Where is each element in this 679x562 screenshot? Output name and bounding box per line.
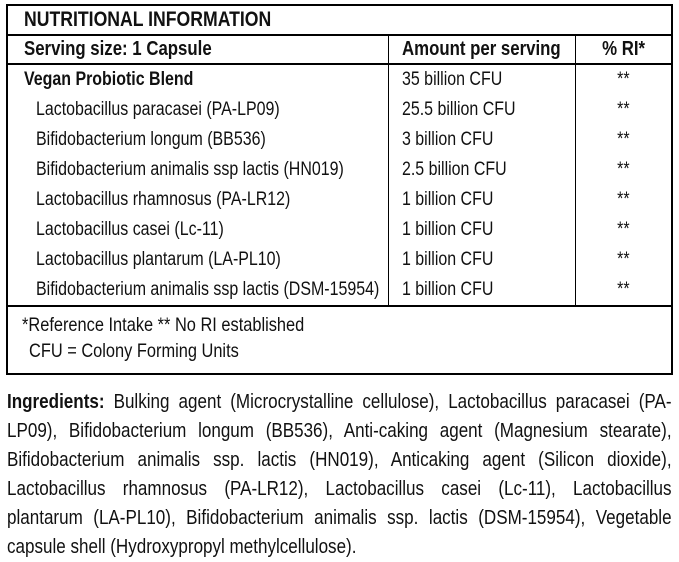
ingredient-name: Bifidobacterium longum (BB536)	[36, 129, 266, 150]
ingredients-label: Ingredients:	[7, 391, 105, 413]
table-row	[8, 65, 671, 95]
ri-cell	[575, 125, 671, 155]
table-header-row	[8, 36, 671, 65]
ri-header-cell	[575, 36, 671, 63]
amount-value: 2.5 billion CFU	[402, 159, 507, 180]
ri-cell	[575, 275, 671, 305]
ingredient-name: Lactobacillus casei (Lc-11)	[36, 219, 224, 240]
amount-header: Amount per serving	[402, 38, 561, 60]
ri-value: **	[617, 249, 630, 270]
ingredients-text: Bulking agent (Microcrystalline cellulose), Lactobacillus paracasei (PA-LP09), Bifidobacterium longum (BB536), Anti-caking agent (Magnesium stearate), Bifidobacterium animalis ssp. lactis (HN019), Anticaking agent (Silicon dioxide), Lactobacillus rhamnosus (PA-LR12), Lactobacillus casei (Lc-11), Lactobacillus plantarum (LA-PL10), Bifidobacterium animalis ssp. lactis (DSM-15954), Vegetable capsule shell (Hydroxypropyl methylcellulose).	[7, 391, 672, 558]
ri-value: **	[617, 99, 630, 120]
ingredient-name-cell	[8, 185, 388, 215]
footnotes	[8, 305, 671, 373]
amount-cell	[388, 65, 575, 95]
ri-value: **	[617, 159, 630, 180]
amount-cell	[388, 125, 575, 155]
ingredient-name: Lactobacillus rhamnosus (PA-LR12)	[36, 189, 291, 210]
nutrition-title-text: NUTRITIONAL INFORMATION	[24, 8, 272, 31]
amount-cell	[388, 185, 575, 215]
table-row	[8, 215, 671, 245]
footnote-cfu-definition: CFU = Colony Forming Units	[29, 340, 239, 362]
ri-value: **	[617, 69, 630, 90]
table-row	[8, 185, 671, 215]
ingredient-name: Vegan Probiotic Blend	[24, 69, 194, 90]
ingredient-name: Lactobacillus paracasei (PA-LP09)	[36, 99, 280, 120]
amount-cell	[388, 245, 575, 275]
serving-size-header: Serving size: 1 Capsule	[24, 38, 212, 60]
footnote-line	[29, 338, 671, 364]
serving-size-header-cell	[8, 36, 388, 63]
ingredient-name-cell	[8, 125, 388, 155]
ingredient-name-cell	[8, 245, 388, 275]
table-row	[8, 95, 671, 125]
table-row	[8, 155, 671, 185]
nutrition-title	[8, 6, 671, 36]
ri-cell	[575, 95, 671, 125]
amount-cell	[388, 215, 575, 245]
ingredient-name-cell	[8, 95, 388, 125]
ingredient-name-cell	[8, 215, 388, 245]
footnote-line	[22, 312, 671, 338]
ri-cell	[575, 185, 671, 215]
amount-cell	[388, 95, 575, 125]
table-row	[8, 245, 671, 275]
ri-cell	[575, 245, 671, 275]
ingredient-name-cell	[8, 65, 388, 95]
ri-cell	[575, 65, 671, 95]
ingredient-name: Lactobacillus plantarum (LA-PL10)	[36, 249, 281, 270]
nutrition-table	[6, 4, 673, 375]
ri-cell	[575, 155, 671, 185]
ingredient-name: Bifidobacterium animalis ssp lactis (HN019)	[36, 159, 344, 180]
ri-value: **	[617, 219, 630, 240]
amount-cell	[388, 155, 575, 185]
amount-value: 3 billion CFU	[402, 129, 494, 150]
amount-value: 1 billion CFU	[402, 189, 494, 210]
amount-header-cell	[388, 36, 575, 63]
ri-value: **	[617, 279, 630, 300]
amount-value: 1 billion CFU	[402, 279, 494, 300]
amount-value: 35 billion CFU	[402, 69, 503, 90]
table-row	[8, 275, 671, 305]
ingredient-name-cell	[8, 155, 388, 185]
amount-value: 1 billion CFU	[402, 249, 494, 270]
ri-value: **	[617, 129, 630, 150]
ri-value: **	[617, 189, 630, 210]
ingredients-paragraph	[7, 388, 672, 562]
amount-value: 1 billion CFU	[402, 219, 494, 240]
footnote-reference-intake: *Reference Intake ** No RI established	[22, 314, 305, 336]
amount-value: 25.5 billion CFU	[402, 99, 516, 120]
ri-cell	[575, 215, 671, 245]
table-row	[8, 125, 671, 155]
ri-header: % RI*	[602, 38, 645, 60]
table-body	[8, 65, 671, 305]
ingredient-name-cell	[8, 275, 388, 305]
amount-cell	[388, 275, 575, 305]
nutrition-label-page	[0, 4, 679, 562]
ingredient-name: Bifidobacterium animalis ssp lactis (DSM-15954)	[36, 279, 380, 300]
